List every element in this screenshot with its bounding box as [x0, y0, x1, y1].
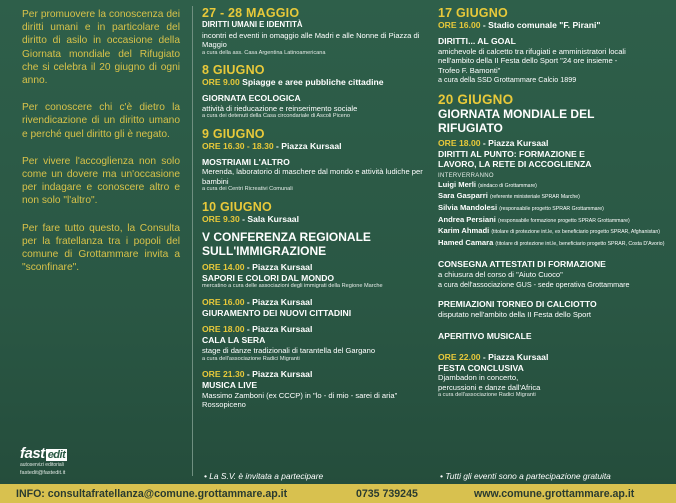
- event-title: DIRITTI UMANI E IDENTITÀ: [202, 20, 303, 29]
- speakers-heading: INTERVERRANNO: [438, 172, 494, 179]
- event-time: ORE 16.00 - Stadio comunale "F. Pirani": [438, 20, 601, 30]
- speaker: Hamed Camara (titolare di protezione int.le, beneficiario progetto SPRAR, Costa D'Avorio): [438, 237, 665, 247]
- footer-website[interactable]: www.comune.grottammare.ap.it: [474, 488, 635, 500]
- event-block: [438, 138, 670, 250]
- event-title: MUSICA LIVE: [202, 380, 258, 391]
- event-block: [438, 299, 670, 319]
- free-events-note: • Tutti gli eventi sono a partecipazione gratuita: [440, 471, 611, 481]
- column-divider: [192, 6, 193, 476]
- footer-email[interactable]: INFO: consultafratellanza@comune.grottammare.ap.it: [16, 488, 288, 500]
- intro-paragraph: Per promuovere la conoscenza dei diritti umani e in particolare del diritto di asilo in occasione della Giornata mondiale del Rifugiato che si celebra il 20 giugno di ogni anno.: [22, 9, 180, 87]
- speakers-list: [438, 180, 670, 250]
- event-description: attività di rieducazione e reinserimento sociale: [202, 103, 358, 113]
- event-title: FESTA CONCLUSIVA: [438, 362, 524, 373]
- event-description: Djambadon in concerto, percussioni e danze dall'Africa: [438, 373, 541, 392]
- intro-paragraph: Per vivere l'accoglienza non solo come un dovere ma un'occasione per indagare e conoscere altro e non solo "l'altro".: [22, 155, 180, 207]
- event-time: ORE 18.00 - Piazza Kursaal: [202, 324, 313, 335]
- event-time: ORE 22.00 - Piazza Kursaal: [438, 351, 549, 362]
- logo-subtitle: autoservizi editoriali: [20, 462, 64, 468]
- logo-email: fastedit@fastedit.it: [20, 470, 66, 476]
- event-time: ORE 9.00 Spiagge e aree pubbliche cittadine: [202, 77, 384, 88]
- event-time: ORE 9.30 - Sala Kursaal: [202, 213, 299, 224]
- event-title: DIRITTI AL PUNTO: FORMAZIONE E LAVORO, LA RETE DI ACCOGLIENZA: [438, 148, 592, 170]
- event-block: [202, 200, 424, 258]
- intro-paragraph: Per fare tutto questo, la Consulta per la fratellanza tra i popoli del comune di Grottammare invita a "sconfinare".: [22, 222, 180, 274]
- event-block: [202, 369, 424, 410]
- event-credit: a cura della ass. Casa Argentina Latinoamericana: [202, 49, 326, 56]
- event-credit: a cura dell'associazione Radici Migranti: [202, 355, 300, 362]
- event-description: stage di danze tradizionali di tarantella del Gargano: [202, 345, 376, 355]
- event-credit: a cura dei Centri Ricreativi Comunali: [202, 186, 293, 193]
- program-column-right: [438, 6, 670, 406]
- event-block: [438, 259, 670, 289]
- event-title: GIURAMENTO DEI NUOVI CITTADINI: [202, 307, 352, 318]
- event-date: 10 GIUGNO: [202, 199, 272, 214]
- event-description: disputato nell'ambito della II Festa dello Sport: [438, 309, 591, 319]
- event-time: ORE 16.30 - 18.30 - Piazza Kursaal: [202, 140, 342, 151]
- event-time: ORE 18.00 - Piazza Kursaal: [438, 137, 549, 148]
- event-block: [202, 324, 424, 363]
- event-credit: a cura della SSD Grottammare Calcio 1899: [438, 75, 577, 85]
- event-title: PREMIAZIONI TORNEO DI CALCIOTTO: [438, 299, 597, 310]
- event-title: SAPORI E COLORI DAL MONDO: [202, 272, 335, 283]
- speaker: Sara Gasparri (referente ministeriale SPRAR Marche): [438, 191, 580, 201]
- event-description: Rossopiceno: [202, 400, 246, 410]
- event-credit: a cura dell'associazione Radici Migranti: [438, 392, 536, 399]
- event-title: GIORNATA ECOLOGICA: [202, 93, 301, 104]
- event-time: ORE 16.00 - Piazza Kursaal: [202, 296, 313, 307]
- event-description: mercatino a cura delle associazioni degli immigrati della Regione Marche: [202, 283, 383, 290]
- event-block: [438, 93, 670, 135]
- event-date: 27 - 28 MAGGIO: [202, 6, 300, 20]
- event-time: ORE 14.00 - Piazza Kursaal: [202, 261, 313, 272]
- event-date: 17 GIUGNO: [438, 6, 508, 20]
- event-block: [438, 6, 670, 85]
- event-title: V CONFERENZA REGIONALE SULL'IMMIGRAZIONE: [202, 229, 371, 258]
- speaker: Karim Ahmadi (titolare di protezione int.le, ex beneficiario progetto SPRAR, Afghanistan): [438, 226, 661, 236]
- intro-column: [22, 8, 180, 288]
- event-description: amichevole di calcetto tra rifugiati e amministratori locali nell'ambito della II Festa dello Sport "24 ore insieme - Trofeo F. Bamonti": [438, 46, 626, 75]
- event-description: incontri ed eventi in omaggio alle Madri e alle Nonne di Piazza di Maggio: [202, 30, 420, 50]
- event-credit: a cura dell'associazione GUS - sede operativa Grottammare: [438, 279, 630, 289]
- event-description: Massimo Zamboni (ex CCCP) in "lo - di mio - sarei di aria": [202, 390, 398, 400]
- event-title: MOSTRIAMI L'ALTRO: [202, 156, 290, 167]
- event-description: a chiusura del corso di "Aiuto Cuoco": [438, 269, 563, 279]
- event-title: CONSEGNA ATTESTATI DI FORMAZIONE: [438, 259, 606, 270]
- event-title: CALA LA SERA: [202, 335, 266, 346]
- event-credit: a cura dei detenuti della Casa circondariale di Ascoli Piceno: [202, 113, 351, 120]
- speaker: Luigi Merli (sindaco di Grottammare): [438, 179, 537, 189]
- fastedit-logo: [20, 445, 100, 476]
- event-date: 9 GIUGNO: [202, 126, 265, 141]
- event-block: [202, 262, 424, 291]
- event-block: [202, 127, 424, 194]
- event-block: [438, 331, 670, 342]
- event-title: GIORNATA MONDIALE DEL RIFUGIATO: [438, 106, 595, 135]
- speaker: Silvia Mandolesi (responsabile progetto SPRAR Grottammare): [438, 203, 604, 213]
- invitation-note: • La S.V. è invitata a partecipare: [204, 471, 324, 481]
- event-block: [202, 63, 424, 121]
- event-description: Merenda, laboratorio di maschere dal mondo e attività ludiche per bambini: [202, 167, 423, 186]
- event-block: [438, 352, 670, 400]
- logo-mark: fast edit: [20, 445, 66, 462]
- info-footer: [0, 484, 676, 503]
- event-title: APERITIVO MUSICALE: [438, 331, 532, 342]
- speaker: Andrea Persiani (responsabile formazione progetto SPRAR Grottammare): [438, 214, 630, 224]
- event-date: 20 GIUGNO: [438, 91, 514, 107]
- event-title: DIRITTI... AL GOAL: [438, 36, 516, 46]
- footer-phone[interactable]: 0735 739245: [356, 488, 418, 500]
- intro-paragraph: Per conoscere chi c'è dietro la rivendicazione di un diritto umano e perché quel diritto gli è negato.: [22, 102, 180, 140]
- event-time: ORE 21.30 - Piazza Kursaal: [202, 369, 313, 380]
- event-block: [202, 6, 424, 57]
- event-date: 8 GIUGNO: [202, 63, 265, 78]
- event-block: [202, 297, 424, 319]
- program-column-middle: [202, 6, 424, 416]
